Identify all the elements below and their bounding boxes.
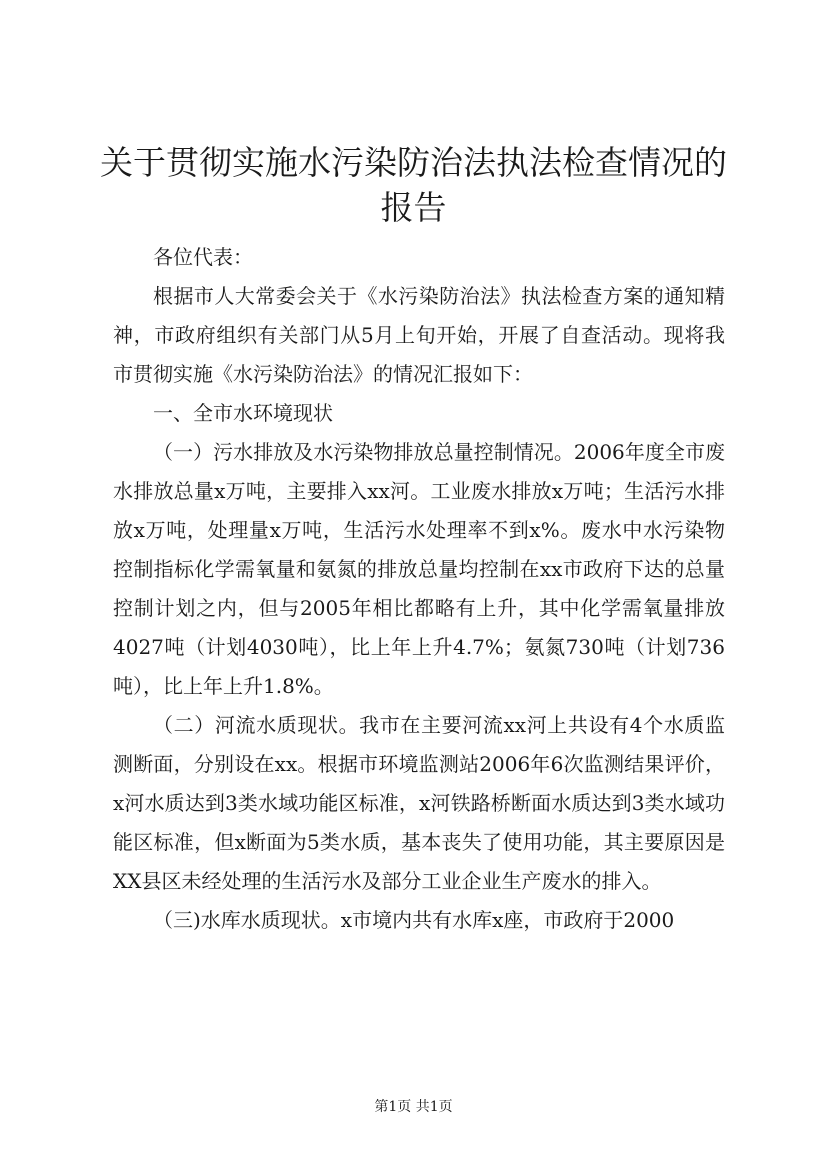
document-title: 关于贯彻实施水污染防治法执法检查情况的报告 bbox=[100, 143, 727, 227]
document-body bbox=[113, 238, 725, 940]
salutation: 各位代表： bbox=[153, 245, 253, 269]
paragraph-reservoir: （三)水库水质现状。x市境内共有水库x座，市政府于2000 bbox=[153, 908, 675, 932]
section-heading: 一、全市水环境现状 bbox=[153, 401, 333, 425]
paragraph-sewage: （一）污水排放及水污染物排放总量控制情况。2006年度全市废水排放总量x万吨，主要排入xx河。工业废水排放x万吨；生活污水排放x万吨，处理量x万吨，生活污水处理率不到x%。废水中水污染物控制指标化学需氧量和氨氮的排放总量均控制在xx市政府下达的总量控制计划之内，但与2005年相比都略有上升，其中化学需氧量排放4027吨（计划4030吨），比上年上升4.7%；氨氮730吨（计划736吨），比上年上升1.8%。 bbox=[113, 440, 725, 698]
page-footer: 第1页 共1页 bbox=[374, 1099, 453, 1115]
paragraph-river: （二）河流水质现状。我市在主要河流xx河上共设有4个水质监测断面，分别设在xx。根据市环境监测站2006年6次监测结果评价，x河水质达到3类水域功能区标准，x河铁路桥断面水质达到3类水域功能区标准，但x断面为5类水质，基本丧失了使用功能，其主要原因是XX县区未经处理的生活污水及部分工业企业生产废水的排入。 bbox=[113, 713, 725, 893]
paragraph-intro: 根据市人大常委会关于《水污染防治法》执法检查方案的通知精神，市政府组织有关部门从5月上旬开始，开展了自查活动。现将我市贯彻实施《水污染防治法》的情况汇报如下： bbox=[113, 284, 725, 386]
